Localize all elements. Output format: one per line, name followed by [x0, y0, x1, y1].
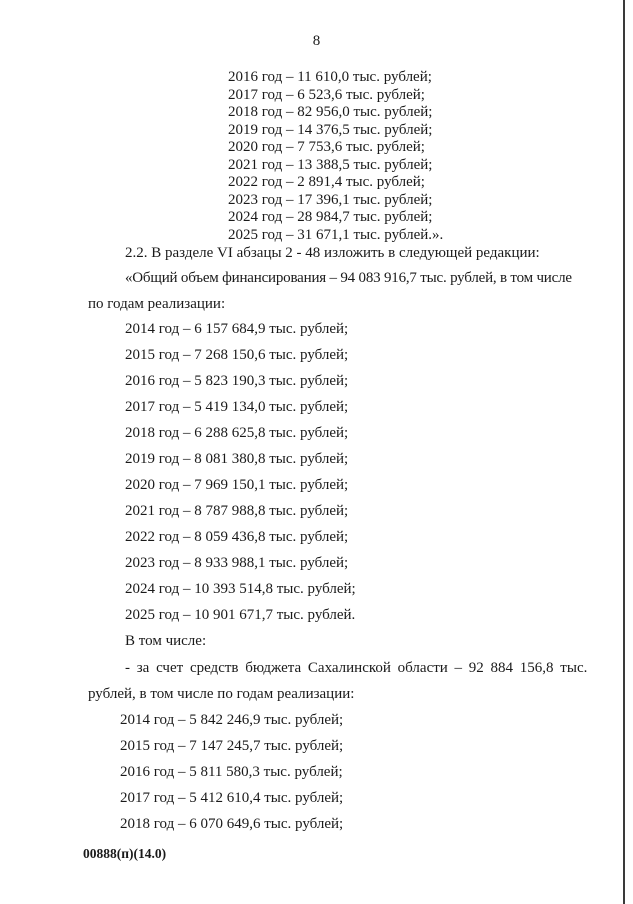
list-item: 2021 год – 13 388,5 тыс. рублей;: [228, 156, 433, 173]
list-item: 2019 год – 14 376,5 тыс. рублей;: [228, 121, 433, 138]
scan-edge-line: [623, 0, 625, 904]
list-item: 2016 год – 5 811 580,3 тыс. рублей;: [120, 764, 343, 780]
regional-budget-line: - за счет средств бюджета Сахалинской области – 92 884 156,8 тыс.: [125, 660, 588, 676]
list-item: 2018 год – 6 288 625,8 тыс. рублей;: [125, 425, 349, 441]
list-item: 2020 год – 7 969 150,1 тыс. рублей;: [125, 477, 349, 493]
list-item: 2022 год – 2 891,4 тыс. рублей;: [228, 174, 425, 190]
including-label: В том числе:: [125, 633, 207, 649]
list-item: 2025 год – 31 671,1 тыс. рублей.».: [228, 226, 444, 243]
list-item: 2017 год – 5 419 134,0 тыс. рублей;: [125, 399, 349, 415]
list-item: 2018 год – 6 070 649,6 тыс. рублей;: [120, 816, 344, 832]
section-heading: 2.2. В разделе VI абзацы 2 - 48 изложить в следующей редакции:: [125, 245, 540, 261]
list-item: 2018 год – 82 956,0 тыс. рублей;: [228, 104, 433, 120]
list-item: 2014 год – 6 157 684,9 тыс. рублей;: [125, 321, 349, 337]
list-item: 2019 год – 8 081 380,8 тыс. рублей;: [125, 451, 349, 467]
list-item: 2014 год – 5 842 246,9 тыс. рублей;: [120, 712, 344, 728]
list-item: 2023 год – 17 396,1 тыс. рублей;: [228, 191, 433, 208]
list-item: 2023 год – 8 933 988,1 тыс. рублей;: [125, 555, 349, 571]
total-financing-line-cont: по годам реализации:: [88, 296, 226, 312]
list-item: 2017 год – 6 523,6 тыс. рублей;: [228, 86, 425, 103]
list-item: 2020 год – 7 753,6 тыс. рублей;: [228, 139, 425, 155]
list-item: 2021 год – 8 787 988,8 тыс. рублей;: [125, 503, 349, 519]
document-code: 00888(п)(14.0): [83, 846, 167, 861]
regional-budget-line-cont: рублей, в том числе по годам реализации:: [88, 686, 355, 702]
list-item: 2024 год – 10 393 514,8 тыс. рублей;: [125, 581, 356, 597]
list-item: 2022 год – 8 059 436,8 тыс. рублей;: [125, 529, 349, 545]
total-financing-line: «Общий объем финансирования – 94 083 916,7 тыс. рублей, в том числе: [125, 270, 572, 286]
list-item: 2024 год – 28 984,7 тыс. рублей;: [228, 209, 433, 225]
list-item: 2017 год – 5 412 610,4 тыс. рублей;: [120, 790, 344, 806]
page-number: 8: [312, 33, 321, 49]
list-item: 2015 год – 7 147 245,7 тыс. рублей;: [120, 738, 344, 754]
list-item: 2015 год – 7 268 150,6 тыс. рублей;: [125, 347, 349, 363]
list-item: 2016 год – 5 823 190,3 тыс. рублей;: [125, 373, 349, 389]
list-item: 2025 год – 10 901 671,7 тыс. рублей.: [125, 607, 356, 623]
list-item: 2016 год – 11 610,0 тыс. рублей;: [228, 69, 432, 85]
funding-list-1: [228, 69, 443, 244]
